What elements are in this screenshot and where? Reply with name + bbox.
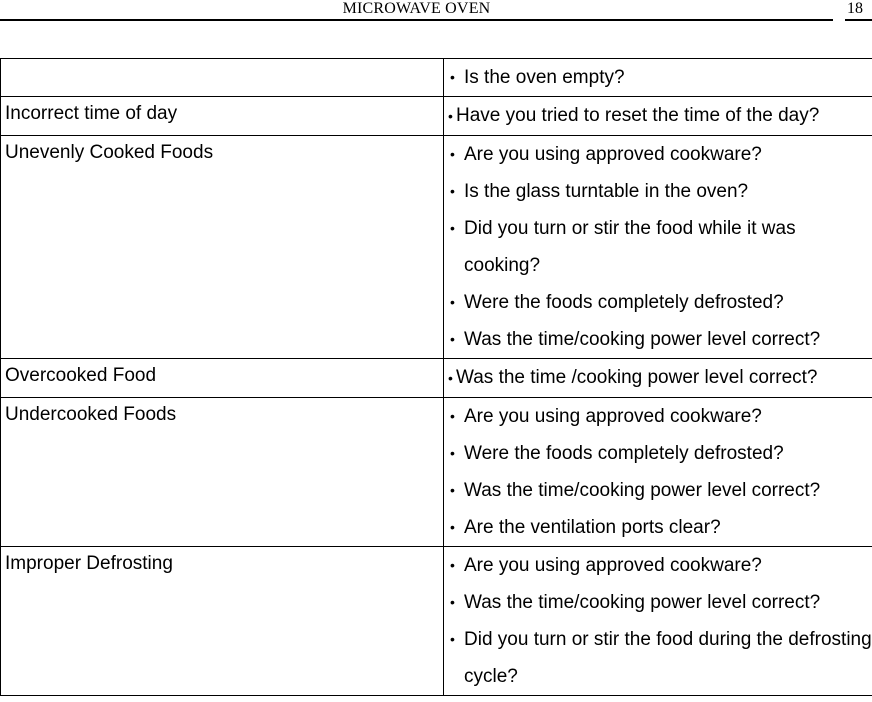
bullet-icon: • (450, 631, 455, 647)
check-text: Was the time /cooking power level correct? (456, 367, 818, 388)
bullet-icon: • (448, 370, 453, 386)
check-item (444, 210, 872, 284)
problem-label: Unevenly Cooked Foods (5, 142, 214, 163)
check-text: Are the ventilation ports clear? (464, 517, 721, 538)
check-item (444, 173, 872, 210)
check-item (444, 472, 872, 509)
check-text: Was the time/cooking power level correct? (464, 480, 821, 501)
table-row (1, 97, 872, 136)
check-item (444, 284, 872, 321)
bullet-icon: • (450, 331, 455, 347)
bullet-icon: • (450, 445, 455, 461)
checks-cell (444, 398, 872, 547)
problem-label: Incorrect time of day (5, 103, 178, 124)
check-text: Were the foods completely defrosted? (464, 443, 784, 464)
bullet-icon: • (450, 69, 455, 85)
table-row (1, 359, 872, 398)
problem-cell (1, 59, 444, 97)
check-text: Is the glass turntable in the oven? (464, 181, 749, 202)
table-row (1, 547, 872, 696)
problem-cell (1, 97, 444, 136)
bullet-icon: • (450, 557, 455, 573)
bullet-icon: • (450, 183, 455, 199)
check-text: Is the oven empty? (464, 67, 625, 88)
problem-cell (1, 136, 444, 359)
table-row (1, 398, 872, 547)
check-item (444, 547, 872, 584)
check-text: Were the foods completely defrosted? (464, 292, 784, 313)
bullet-icon: • (448, 108, 453, 124)
check-text: Was the time/cooking power level correct? (464, 329, 821, 350)
check-item (444, 59, 872, 96)
check-item (444, 321, 872, 358)
problem-label: Improper Defrosting (5, 553, 173, 574)
check-text: Did you turn or stir the food while it was cooking? (464, 218, 796, 276)
check-text: Are you using approved cookware? (464, 144, 762, 165)
checks-cell (444, 359, 872, 398)
check-text: Are you using approved cookware? (464, 406, 762, 427)
table-row (1, 136, 872, 359)
bullet-icon: • (450, 408, 455, 424)
check-item (444, 398, 872, 435)
check-item (444, 621, 872, 695)
table-row (1, 59, 872, 97)
problem-label: Undercooked Foods (5, 404, 177, 425)
page-number-rule (845, 19, 872, 21)
header-rule (0, 19, 833, 21)
bullet-icon: • (450, 594, 455, 610)
check-item (444, 359, 872, 397)
checks-cell (444, 59, 872, 97)
checks-cell (444, 97, 872, 136)
document-title: MICROWAVE OVEN (342, 0, 491, 17)
problem-cell (1, 398, 444, 547)
check-item (444, 584, 872, 621)
bullet-icon: • (450, 220, 455, 236)
check-text: Was the time/cooking power level correct? (464, 592, 821, 613)
page-number: 18 (847, 0, 863, 17)
check-text: Did you turn or stir the food during the defrosting cycle? (464, 629, 872, 687)
check-text: Are you using approved cookware? (464, 555, 762, 576)
checks-cell (444, 547, 872, 696)
page-header (0, 0, 872, 22)
troubleshooting-table (0, 58, 872, 696)
bullet-icon: • (450, 519, 455, 535)
check-item (444, 97, 872, 135)
check-text: Have you tried to reset the time of the day? (456, 105, 820, 126)
bullet-icon: • (450, 294, 455, 310)
bullet-icon: • (450, 482, 455, 498)
problem-label (5, 59, 443, 66)
check-item (444, 509, 872, 546)
check-item (444, 136, 872, 173)
problem-cell (1, 547, 444, 696)
check-item (444, 435, 872, 472)
problem-cell (1, 359, 444, 398)
problem-label: Overcooked Food (5, 365, 157, 386)
bullet-icon: • (450, 146, 455, 162)
checks-cell (444, 136, 872, 359)
